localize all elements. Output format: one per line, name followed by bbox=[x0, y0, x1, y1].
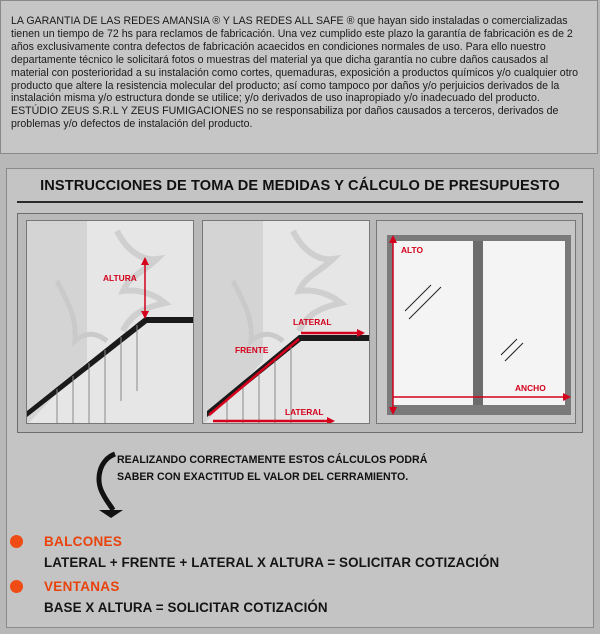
warranty-text: LA GARANTIA DE LAS REDES AMANSIA ® Y LAS REDES ALL SAFE ® que hayan sido instaladas o comercializadas tienen un tiempo de 72 hs para reclamos de fabricación. Una vez cumplido este plazo la garantía de fabricación es de 2 años exclusivamente contra defectos de fabricación acaecidos en condiciones normales de uso. Para ello nuestro departamente técnico le solicitará fotos o muestras del material ya que dicha garantía no cubre daños causados al material con posterioridad a su instalación como cortes, quemaduras, exposición a productos químicos y/o cualquier otro producto que altere la resistencia molecular del producto; así como tampoco por daños y/o perjuicios derivados de la instalación misma y/o estructura donde se utilice; y/o derivados de uso inapropiado y/o inadecuado del producto. ESTÚDIO ZEUS S.R.L Y ZEUS FUMIGACIONES no se responsabiliza por daños causados a terceros, derivados de problemas y/o defectos de instalación del producto. bbox=[11, 15, 579, 131]
title-divider bbox=[17, 201, 583, 203]
panel-window bbox=[376, 220, 576, 424]
balcones-formula: LATERAL + FRENTE + LATERAL X ALTURA = SOLICITAR COTIZACIÓN bbox=[44, 555, 500, 570]
instructions-title: INSTRUCCIONES DE TOMA DE MEDIDAS Y CÁLCULO DE PRESUPUESTO bbox=[40, 178, 560, 194]
panel-balcony-perimeter bbox=[202, 220, 370, 424]
illustration-panels bbox=[17, 213, 583, 433]
label-lateral-bottom: LATERAL bbox=[285, 407, 324, 417]
instruction-note bbox=[117, 452, 497, 486]
ventanas-title: VENTANAS bbox=[44, 579, 120, 594]
panel-balcony-height bbox=[26, 220, 194, 424]
note-line-2: SABER CON EXACTITUD EL VALOR DEL CERRAMIENTO. bbox=[117, 471, 409, 483]
label-altura: ALTURA bbox=[103, 273, 137, 283]
ventanas-formula: BASE X ALTURA = SOLICITAR COTIZACIÓN bbox=[44, 600, 328, 615]
label-frente: FRENTE bbox=[235, 345, 269, 355]
label-lateral-top: LATERAL bbox=[293, 317, 332, 327]
balcony-perimeter-illustration bbox=[203, 221, 370, 424]
label-alto: ALTO bbox=[401, 245, 424, 255]
bullet-icon bbox=[10, 535, 23, 548]
balcones-title: BALCONES bbox=[44, 534, 123, 549]
balcony-height-illustration bbox=[27, 221, 194, 424]
label-ancho: ANCHO bbox=[515, 383, 546, 393]
note-line-1: REALIZANDO CORRECTAMENTE ESTOS CÁLCULOS PODRÁ bbox=[117, 454, 428, 466]
warranty-box bbox=[0, 0, 598, 154]
bullet-icon bbox=[10, 580, 23, 593]
